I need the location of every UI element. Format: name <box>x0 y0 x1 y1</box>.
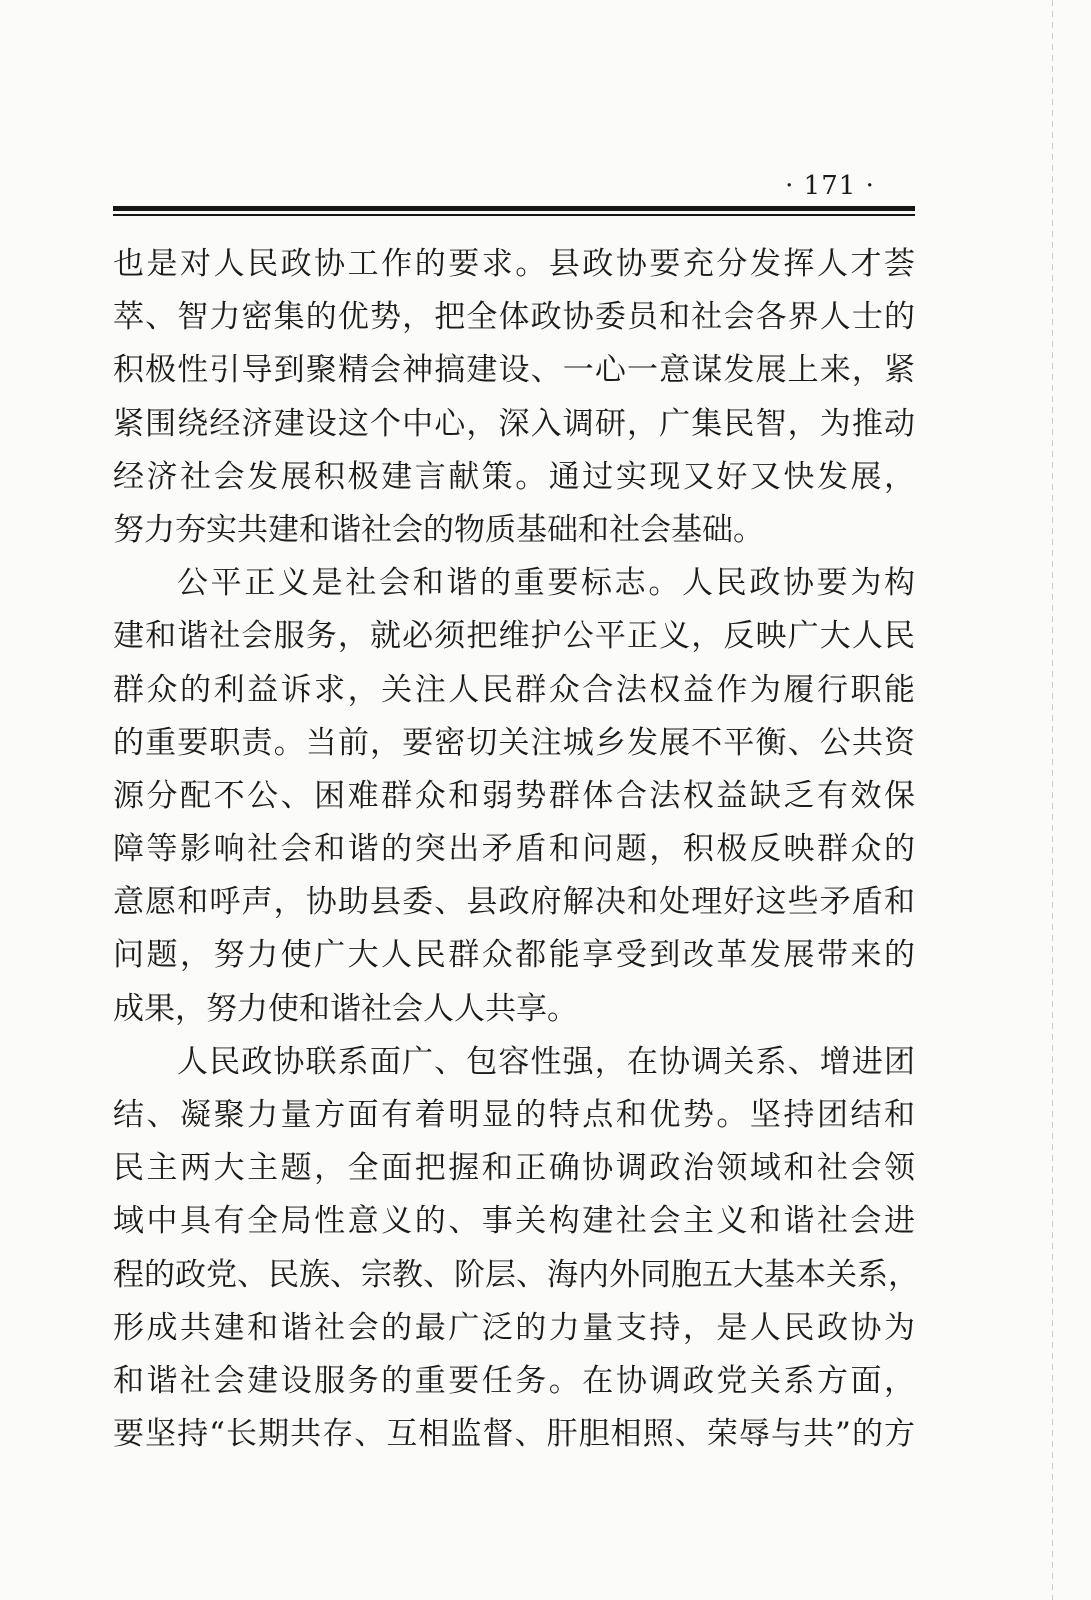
text-line: 程的政党、民族、宗教、阶层、海内外同胞五大基本关系， <box>113 1256 919 1293</box>
text-line: 要坚持“长期共存、互相监督、肝胆相照、荣辱与共”的方 <box>113 1416 915 1453</box>
text-line: 形成共建和谐社会的最广泛的力量支持，是人民政协为 <box>113 1309 915 1346</box>
page-number: · 171 · <box>785 171 875 201</box>
text-line: 公平正义是社会和谐的重要标志。人民政协要为构 <box>177 565 915 602</box>
text-line: 和谐社会建设服务的重要任务。在协调政党关系方面， <box>113 1362 915 1399</box>
text-line: 人民政协联系面广、包容性强，在协调关系、增进团 <box>177 1043 915 1080</box>
text-line: 积极性引导到聚精会神搞建设、一心一意谋发展上来，紧 <box>113 352 915 389</box>
text-line: 源分配不公、困难群众和弱势群体合法权益缺乏有效保 <box>113 777 915 814</box>
text-line: 也是对人民政协工作的要求。县政协要充分发挥人才荟 <box>113 246 915 282</box>
header-rule-thin <box>113 214 915 216</box>
text-line: 建和谐社会服务，就必须把维护公平正义，反映广大人民 <box>113 618 915 655</box>
text-line: 群众的利益诉求，关注人民群众合法权益作为履行职能 <box>113 671 915 708</box>
text-line: 意愿和呼声，协助县委、县政府解决和处理好这些矛盾和 <box>113 884 915 921</box>
text-line: 的重要职责。当前，要密切关注城乡发展不平衡、公共资 <box>113 724 915 761</box>
text-line: 紧围绕经济建设这个中心，深入调研，广集民智，为推动 <box>113 405 915 442</box>
text-line: 结、凝聚力量方面有着明显的特点和优势。坚持团结和 <box>113 1097 915 1133</box>
header-rule-thick <box>113 206 915 211</box>
text-line: 成果，努力使和谐社会人人共享。 <box>113 990 578 1027</box>
text-line: 努力夯实共建和谐社会的物质基础和社会基础。 <box>113 511 764 548</box>
body-text <box>113 238 919 1461</box>
text-line: 萃、智力密集的优势，把全体政协委员和社会各界人士的 <box>113 299 915 336</box>
text-line: 问题，努力使广大人民群众都能享受到改革发展带来的 <box>113 937 915 974</box>
text-line: 域中具有全局性意义的、事关构建社会主义和谐社会进 <box>113 1203 915 1240</box>
text-line: 经济社会发展积极建言献策。通过实现又好又快发展， <box>113 458 915 495</box>
scan-edge-line <box>1052 0 1053 1600</box>
text-line: 障等影响社会和谐的突出矛盾和问题，积极反映群众的 <box>113 831 915 868</box>
text-line: 民主两大主题，全面把握和正确协调政治领域和社会领 <box>113 1150 915 1187</box>
